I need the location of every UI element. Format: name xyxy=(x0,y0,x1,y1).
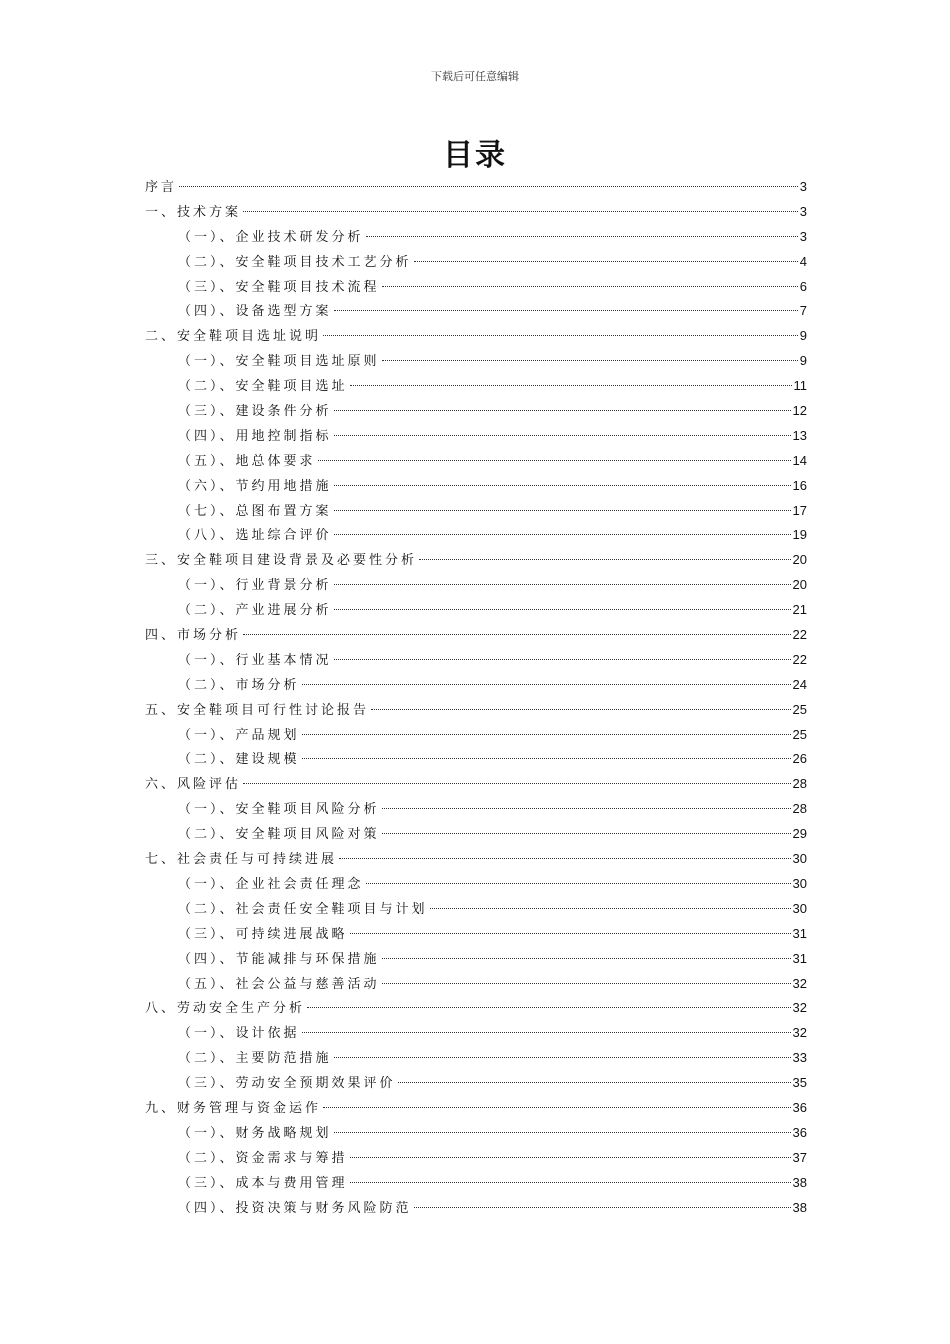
toc-dot-leader xyxy=(243,633,791,635)
toc-entry[interactable] xyxy=(145,772,807,797)
header-note: 下载后可任意编辑 xyxy=(431,70,519,83)
toc-entry-label: （二）、安全鞋项目技术工艺分析 xyxy=(178,254,412,270)
toc-entry-label: 二、安全鞋项目选址说明 xyxy=(145,329,322,345)
toc-entry-label: （一）、财务战略规划 xyxy=(178,1125,332,1141)
toc-entry[interactable] xyxy=(145,548,807,573)
toc-dot-leader xyxy=(334,533,791,535)
toc-entry-page: 26 xyxy=(792,751,807,767)
toc-entry[interactable] xyxy=(145,1021,807,1046)
toc-dot-leader xyxy=(302,733,791,735)
toc-dot-leader xyxy=(334,509,791,511)
toc-dot-leader xyxy=(382,957,791,959)
toc-entry[interactable] xyxy=(145,499,807,524)
toc-dot-leader xyxy=(414,1206,791,1208)
toc-entry-label: 六、风险评估 xyxy=(145,777,242,793)
toc-dot-leader xyxy=(419,558,791,560)
toc-entry-label: 七、社会责任与可持续进展 xyxy=(145,852,338,868)
toc-entry[interactable] xyxy=(145,1196,807,1221)
toc-dot-leader xyxy=(430,907,791,909)
toc-entry-label: 序言 xyxy=(145,180,178,195)
toc-entry-page: 30 xyxy=(792,875,807,891)
toc-entry[interactable] xyxy=(145,648,807,673)
toc-entry[interactable] xyxy=(145,1096,807,1121)
toc-entry-page: 20 xyxy=(792,552,807,568)
toc-entry-page: 32 xyxy=(792,1025,807,1041)
toc-entry-page: 22 xyxy=(792,651,807,667)
toc-entry-label: 八、劳动安全生产分析 xyxy=(145,1001,306,1017)
toc-entry-label: （三）、劳动安全预期效果评价 xyxy=(178,1076,396,1092)
toc-entry-page: 32 xyxy=(792,1000,807,1016)
toc-dot-leader xyxy=(339,857,791,859)
toc-entry-label: （一）、安全鞋项目选址原则 xyxy=(178,354,380,370)
toc-entry-label: 五、安全鞋项目可行性讨论报告 xyxy=(145,702,370,718)
toc-dot-leader xyxy=(243,782,791,784)
toc-entry[interactable] xyxy=(145,250,807,275)
toc-entry-page: 12 xyxy=(792,403,807,419)
toc-entry-page: 28 xyxy=(792,776,807,792)
toc-entry-label: （二）、资金需求与筹措 xyxy=(178,1150,348,1166)
toc-entry-label: （四）、投资决策与财务风险防范 xyxy=(178,1200,412,1216)
toc-dot-leader xyxy=(323,1106,791,1108)
toc-entry-page: 30 xyxy=(792,851,807,867)
toc-entry-page: 13 xyxy=(792,427,807,443)
toc-entry[interactable] xyxy=(145,872,807,897)
toc-dot-leader xyxy=(334,409,791,411)
toc-dot-leader xyxy=(350,932,791,934)
toc-entry[interactable] xyxy=(145,1046,807,1071)
toc-dot-leader xyxy=(366,235,798,237)
toc-entry-page: 25 xyxy=(792,701,807,717)
toc-entry[interactable] xyxy=(145,573,807,598)
toc-entry-label: （八）、选址综合评价 xyxy=(178,528,332,544)
toc-entry-label: （三）、成本与费用管理 xyxy=(178,1175,348,1191)
toc-entry[interactable] xyxy=(145,474,807,499)
toc-entry[interactable] xyxy=(145,225,807,250)
toc-dot-leader xyxy=(302,683,791,685)
toc-entry-label: （三）、安全鞋项目技术流程 xyxy=(178,279,380,295)
toc-dot-leader xyxy=(382,832,791,834)
toc-entry-page: 30 xyxy=(792,900,807,916)
toc-entry[interactable] xyxy=(145,747,807,772)
toc-entry-label: （六）、节约用地措施 xyxy=(178,478,332,494)
toc-entry-label: （四）、用地控制指标 xyxy=(178,428,332,444)
toc-entry[interactable] xyxy=(145,324,807,349)
toc-entry-label: （四）、节能减排与环保措施 xyxy=(178,951,380,967)
toc-entry[interactable] xyxy=(145,847,807,872)
toc-entry[interactable] xyxy=(145,996,807,1021)
toc-entry-label: （一）、产品规划 xyxy=(178,727,300,743)
toc-entry-page: 14 xyxy=(792,452,807,468)
toc-entry[interactable] xyxy=(145,175,807,200)
toc-dot-leader xyxy=(334,583,791,585)
toc-entry-label: （二）、产业进展分析 xyxy=(178,603,332,619)
toc-entry[interactable] xyxy=(145,424,807,449)
toc-dot-leader xyxy=(334,608,791,610)
toc-dot-leader xyxy=(366,882,791,884)
toc-entry-label: （一）、设计依据 xyxy=(178,1026,300,1042)
toc-entry[interactable] xyxy=(145,897,807,922)
toc-dot-leader xyxy=(350,1156,791,1158)
toc-entry-page: 21 xyxy=(792,602,807,618)
toc-entry[interactable] xyxy=(145,822,807,847)
toc-entry-label: （七）、总图布置方案 xyxy=(178,503,332,519)
toc-dot-leader xyxy=(334,309,798,311)
toc-entry-page: 36 xyxy=(792,1099,807,1115)
toc-entry-label: （二）、安全鞋项目选址 xyxy=(178,379,348,395)
toc-entry-page: 31 xyxy=(792,950,807,966)
toc-entry-label: 三、安全鞋项目建设背景及必要性分析 xyxy=(145,553,418,569)
toc-entry-page: 6 xyxy=(799,278,807,294)
toc-entry-page: 36 xyxy=(792,1124,807,1140)
toc-dot-leader xyxy=(371,708,791,710)
toc-dot-leader xyxy=(382,285,798,287)
toc-entry-page: 16 xyxy=(792,477,807,493)
toc-entry-page: 32 xyxy=(792,975,807,991)
toc-entry-page: 3 xyxy=(799,228,807,244)
toc-dot-leader xyxy=(382,982,791,984)
toc-dot-leader xyxy=(179,185,798,187)
toc-dot-leader xyxy=(323,334,798,336)
toc-dot-leader xyxy=(318,459,791,461)
toc-dot-leader xyxy=(382,807,791,809)
toc-entry-label: （二）、市场分析 xyxy=(178,677,300,693)
toc-entry-page: 9 xyxy=(799,353,807,369)
toc-dot-leader xyxy=(350,384,792,386)
toc-entry-page: 37 xyxy=(792,1149,807,1165)
toc-entry[interactable] xyxy=(145,374,807,399)
toc-entry[interactable] xyxy=(145,698,807,723)
toc-entry-label: （二）、建设规模 xyxy=(178,752,300,768)
toc-entry-page: 35 xyxy=(792,1075,807,1091)
toc-entry[interactable] xyxy=(145,598,807,623)
toc-dot-leader xyxy=(302,757,791,759)
toc-entry-page: 17 xyxy=(792,502,807,518)
toc-entry-page: 3 xyxy=(799,203,807,219)
toc-entry-page: 24 xyxy=(792,676,807,692)
toc-dot-leader xyxy=(382,359,798,361)
toc-entry-page: 3 xyxy=(799,179,807,194)
toc-entry-page: 31 xyxy=(792,925,807,941)
toc-entry[interactable] xyxy=(145,723,807,748)
toc-entry-label: （一）、安全鞋项目风险分析 xyxy=(178,802,380,818)
toc-entry[interactable] xyxy=(145,399,807,424)
toc-dot-leader xyxy=(334,434,791,436)
toc-dot-leader xyxy=(243,210,798,212)
toc-entry-page: 33 xyxy=(792,1050,807,1066)
toc-entry-label: （二）、安全鞋项目风险对策 xyxy=(178,827,380,843)
toc-entry[interactable] xyxy=(145,947,807,972)
toc-entry[interactable] xyxy=(145,972,807,997)
toc-entry[interactable] xyxy=(145,449,807,474)
toc-entry[interactable] xyxy=(145,275,807,300)
toc-entry[interactable] xyxy=(145,1071,807,1096)
toc-entry-label: （一）、行业基本情况 xyxy=(178,652,332,668)
toc-entry[interactable] xyxy=(145,200,807,225)
toc-entry-label: 一、技术方案 xyxy=(145,204,242,220)
toc-entry[interactable] xyxy=(145,797,807,822)
toc-entry-label: （四）、设备选型方案 xyxy=(178,304,332,320)
toc-entry-page: 20 xyxy=(792,577,807,593)
toc-entry[interactable] xyxy=(145,922,807,947)
toc-entry-label: （五）、社会公益与慈善活动 xyxy=(178,976,380,992)
toc-entry-page: 28 xyxy=(792,801,807,817)
toc-entry-label: （三）、建设条件分析 xyxy=(178,404,332,420)
toc-dot-leader xyxy=(302,1031,791,1033)
toc-entry-page: 38 xyxy=(792,1174,807,1190)
toc-entry[interactable] xyxy=(145,1146,807,1171)
toc-dot-leader xyxy=(307,1006,791,1008)
toc-entry-page: 22 xyxy=(792,627,807,643)
toc-entry[interactable] xyxy=(145,673,807,698)
toc-entry[interactable] xyxy=(145,1121,807,1146)
toc-entry-page: 7 xyxy=(799,303,807,319)
toc-entry[interactable] xyxy=(145,623,807,648)
toc-entry-page: 25 xyxy=(792,726,807,742)
page-title: 目录 xyxy=(443,138,507,173)
toc-dot-leader xyxy=(334,1131,791,1133)
toc-entry[interactable] xyxy=(145,1171,807,1196)
toc-entry-label: （一）、企业社会责任理念 xyxy=(178,876,364,892)
toc-entry-label: 四、市场分析 xyxy=(145,628,242,644)
toc-entry-page: 19 xyxy=(792,527,807,543)
toc-dot-leader xyxy=(334,1056,791,1058)
toc-entry[interactable] xyxy=(145,299,807,324)
toc-entry-page: 4 xyxy=(799,253,807,269)
toc-dot-leader xyxy=(334,658,791,660)
toc-entry-page: 38 xyxy=(792,1199,807,1215)
toc-entry-label: （一）、行业背景分析 xyxy=(178,578,332,594)
toc-dot-leader xyxy=(334,484,791,486)
toc-entry-page: 9 xyxy=(799,328,807,344)
toc-entry-label: （二）、主要防范措施 xyxy=(178,1051,332,1067)
toc-dot-leader xyxy=(414,260,798,262)
toc-entry-label: （五）、地总体要求 xyxy=(178,453,316,469)
toc-entry-page: 29 xyxy=(792,826,807,842)
toc-dot-leader xyxy=(398,1081,791,1083)
table-of-contents xyxy=(145,175,807,1220)
toc-dot-leader xyxy=(350,1181,791,1183)
toc-entry-label: （一）、企业技术研发分析 xyxy=(178,229,364,245)
toc-entry-label: 九、财务管理与资金运作 xyxy=(145,1100,322,1116)
toc-entry-label: （三）、可持续进展战略 xyxy=(178,926,348,942)
toc-entry-label: （二）、社会责任安全鞋项目与计划 xyxy=(178,901,428,917)
toc-entry[interactable] xyxy=(145,523,807,548)
toc-entry-page: 11 xyxy=(793,378,807,394)
toc-entry[interactable] xyxy=(145,349,807,374)
